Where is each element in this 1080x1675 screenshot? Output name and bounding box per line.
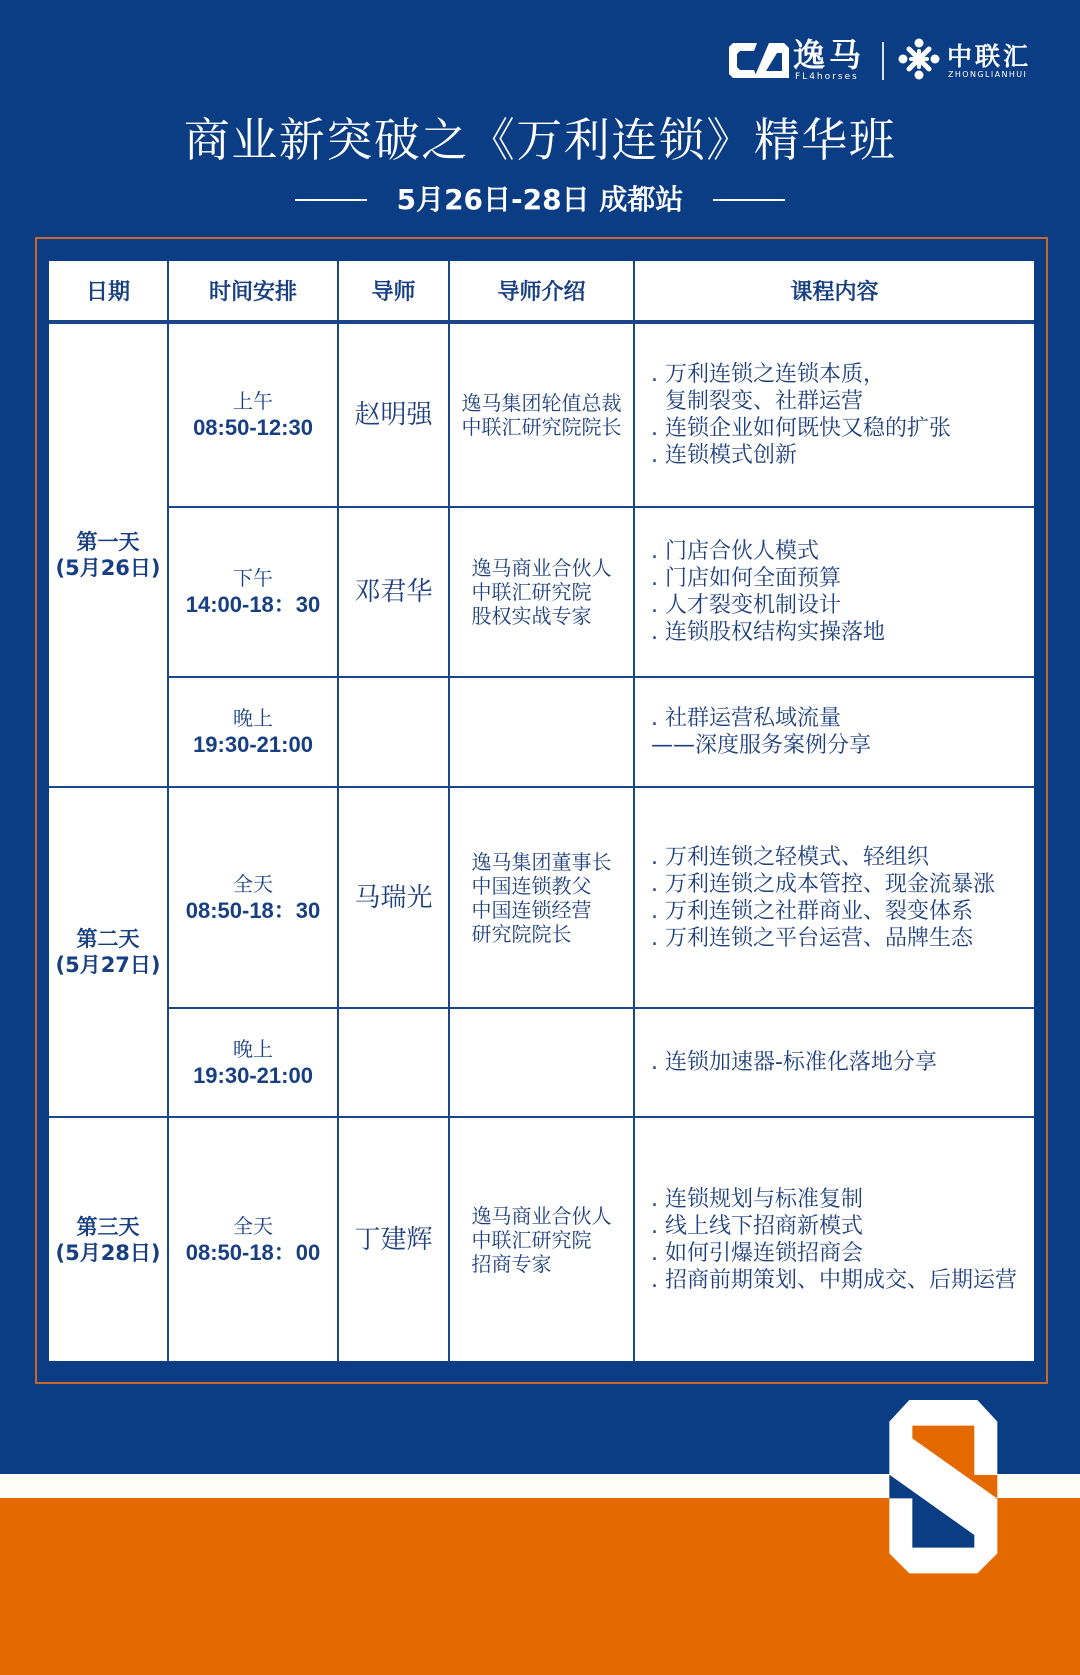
course-item: ——深度服务案例分享 — [651, 733, 872, 758]
tutor-bio-cell — [450, 324, 633, 506]
tutor-cell — [339, 788, 448, 1007]
course-item: . 社群运营私域流量 — [651, 706, 841, 731]
day-cell — [49, 1118, 167, 1361]
column-header-tutor: 导师 — [339, 261, 448, 322]
course-content-cell — [635, 324, 1034, 506]
tutor-cell — [339, 324, 448, 506]
course-item: . 招商前期策划、中期成交、后期运营 — [651, 1267, 1017, 1293]
course-item: . 人才裂变机制设计 — [651, 593, 841, 618]
tutor-bio-cell — [450, 1118, 633, 1361]
bio-line: 股权实战专家 — [471, 604, 592, 628]
tutor-name: 邓君华 — [354, 577, 433, 607]
session-period: 晚上 — [233, 706, 273, 730]
course-item: . 如何引爆连锁招商会 — [651, 1240, 863, 1266]
column-header-tutor-bio: 导师介绍 — [450, 261, 633, 322]
course-item: . 万利连锁之社群商业、裂变体系 — [651, 898, 973, 924]
logo-yima-tagline: FL4horses — [795, 72, 859, 82]
page-title: 商业新突破之《万利连锁》精华班 — [183, 113, 897, 167]
tutor-bio — [472, 850, 612, 946]
column-header-time: 时间安排 — [169, 261, 337, 322]
tutor-name: 丁建辉 — [354, 1224, 433, 1255]
day-label: 第三天 — [76, 1214, 140, 1239]
session-period: 晚上 — [233, 1036, 273, 1061]
column-header-date: 日期 — [49, 261, 167, 322]
session-time: 08:50-18：00 — [185, 1239, 321, 1265]
tutor-name: 马瑞光 — [354, 882, 433, 913]
tutor-cell-empty — [339, 1009, 448, 1116]
course-content-cell — [635, 1009, 1034, 1116]
session-time: 19:30-21:00 — [193, 732, 313, 757]
session-time: 08:50-12:30 — [193, 415, 313, 440]
tutor-cell — [339, 508, 448, 676]
bio-line: 逸马集团轮值总裁 — [461, 391, 622, 415]
course-item: . 连锁模式创新 — [651, 443, 797, 468]
column-header-course-content: 课程内容 — [635, 261, 1034, 322]
tutor-cell — [339, 1118, 448, 1361]
s-emblem-icon — [860, 1380, 1040, 1600]
subtitle-date-location: 5月26日-28日 成都站 — [396, 183, 684, 216]
course-item: . 连锁企业如何既快又稳的扩张 — [651, 416, 951, 441]
time-cell — [169, 324, 337, 506]
tutor-bio — [462, 391, 622, 439]
bio-line: 中联汇研究院 — [471, 580, 592, 604]
course-content-cell — [635, 1118, 1034, 1361]
time-cell — [169, 508, 337, 676]
course-item: . 连锁股权结构实操落地 — [651, 620, 885, 645]
bio-line: 中联汇研究院 — [471, 1227, 592, 1252]
time-cell — [169, 788, 337, 1007]
bio-line: 逸马商业合伙人 — [471, 556, 612, 580]
course-item: . 门店合伙人模式 — [651, 539, 819, 564]
day-date: (5月28日) — [55, 1240, 161, 1265]
course-item: . 连锁加速器-标准化落地分享 — [651, 1050, 937, 1075]
day-date: (5月27日) — [55, 953, 161, 977]
session-period: 下午 — [233, 566, 273, 590]
tutor-bio — [472, 556, 612, 628]
bio-line: 逸马集团董事长 — [471, 849, 612, 874]
session-period: 全天 — [233, 1213, 273, 1238]
tutor-cell-empty — [339, 678, 448, 786]
course-content-cell — [635, 678, 1034, 786]
logo-divider — [882, 42, 884, 80]
course-item: . 万利连锁之成本管控、现金流暴涨 — [651, 871, 995, 897]
bio-line: 招商专家 — [471, 1251, 552, 1276]
session-period: 全天 — [233, 871, 273, 896]
time-cell — [169, 1118, 337, 1361]
tutor-bio-cell — [450, 508, 633, 676]
tutor-bio-cell-empty — [450, 1009, 633, 1116]
bio-line: 研究院院长 — [471, 921, 572, 946]
snowflake-logo-icon — [898, 38, 940, 80]
course-item: . 万利连锁之平台运营、品牌生态 — [651, 925, 973, 951]
day-label: 第一天 — [76, 530, 140, 554]
logo-zhonglianhui-tagline: ZHONGLIANHUI — [948, 70, 1028, 79]
course-item: . 连锁规划与标准复制 — [651, 1186, 863, 1212]
subtitle-row — [0, 183, 1080, 217]
schedule-table — [49, 261, 1034, 1361]
bio-line: 中国连锁教父 — [471, 873, 592, 898]
session-time: 08:50-18：30 — [185, 897, 321, 923]
ca-logo-icon — [729, 43, 789, 78]
logo-yima-name: 逸马 — [793, 36, 866, 74]
tutor-bio-cell-empty — [450, 678, 633, 786]
bio-line: 中联汇研究院院长 — [461, 415, 622, 439]
logo-zhonglianhui-name: 中联汇 — [947, 42, 1032, 71]
day-cell — [49, 324, 167, 786]
tutor-bio-cell — [450, 788, 633, 1007]
day-cell — [49, 788, 167, 1116]
session-time: 19:30-21:00 — [193, 1062, 313, 1088]
course-item: . 万利连锁之轻模式、轻组织 — [651, 844, 929, 870]
subtitle-right-rule — [713, 199, 785, 201]
tutor-bio — [472, 1204, 612, 1276]
subtitle-left-rule — [295, 199, 367, 201]
tutor-name: 赵明强 — [354, 400, 433, 430]
day-label: 第二天 — [76, 927, 140, 951]
course-item: 复制裂变、社群运营 — [651, 389, 863, 414]
course-item: . 线上线下招商新模式 — [651, 1213, 863, 1239]
course-item: . 万利连锁之连锁本质， — [651, 362, 885, 387]
time-cell — [169, 1009, 337, 1116]
day-date: (5月26日) — [55, 556, 161, 580]
session-time: 14:00-18：30 — [185, 592, 321, 617]
bio-line: 逸马商业合伙人 — [471, 1203, 612, 1228]
course-content-cell — [635, 788, 1034, 1007]
bio-line: 中国连锁经营 — [471, 897, 592, 922]
session-period: 上午 — [233, 389, 273, 413]
course-content-cell — [635, 508, 1034, 676]
course-item: . 门店如何全面预算 — [651, 566, 841, 591]
time-cell — [169, 678, 337, 786]
